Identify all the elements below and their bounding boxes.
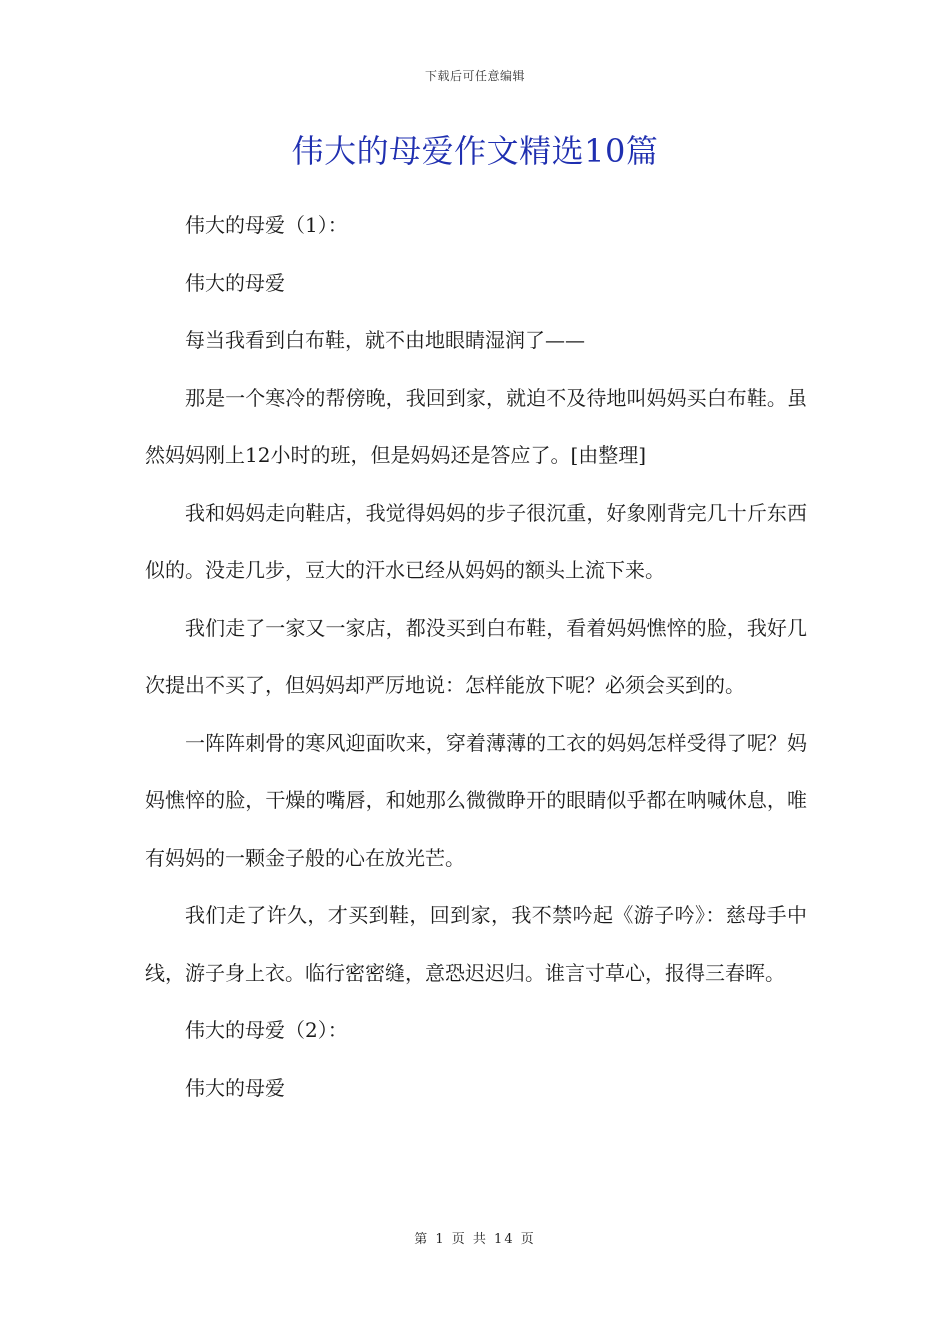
paragraph: 我们走了一家又一家店，都没买到白布鞋，看着妈妈憔悴的脸，我好几次提出不买了，但妈妈却严厉地说：怎样能放下呢？必须会买到的。 xyxy=(145,615,807,697)
paragraph: 一阵阵刺骨的寒风迎面吹来，穿着薄薄的工衣的妈妈怎样受得了呢？妈妈憔悴的脸，干燥的嘴唇，和她那么微微睁开的眼睛似乎都在呐喊休息，唯有妈妈的一颗金子般的心在放光芒。 xyxy=(145,730,807,870)
paragraph: 每当我看到白布鞋，就不由地眼睛湿润了—— xyxy=(185,328,585,352)
paragraph: 我们走了许久，才买到鞋，回到家，我不禁吟起《游子吟》：慈母手中线，游子身上衣。临行密密缝，意恐迟迟归。谁言寸草心，报得三春晖。 xyxy=(145,903,807,985)
paragraph: 伟大的母爱 xyxy=(185,1075,285,1100)
paragraph: 伟大的母爱（1）： xyxy=(185,213,348,237)
paragraph: 伟大的母爱（2）： xyxy=(185,1018,348,1042)
page-footer: 第 1 页 共 14 页 xyxy=(414,1232,536,1247)
document-body xyxy=(145,197,807,1117)
header-note: 下载后可任意编辑 xyxy=(424,69,525,83)
paragraph: 我和妈妈走向鞋店，我觉得妈妈的步子很沉重，好象刚背完几十斤东西似的。没走几步，豆大的汗水已经从妈妈的额头上流下来。 xyxy=(145,500,807,582)
paragraph: 伟大的母爱 xyxy=(185,270,285,295)
paragraph: 那是一个寒冷的帮傍晚，我回到家，就迫不及待地叫妈妈买白布鞋。虽然妈妈刚上12小时的班，但是妈妈还是答应了。[由整理] xyxy=(145,385,807,467)
document-title: 伟大的母爱作文精选10篇 xyxy=(291,132,659,170)
